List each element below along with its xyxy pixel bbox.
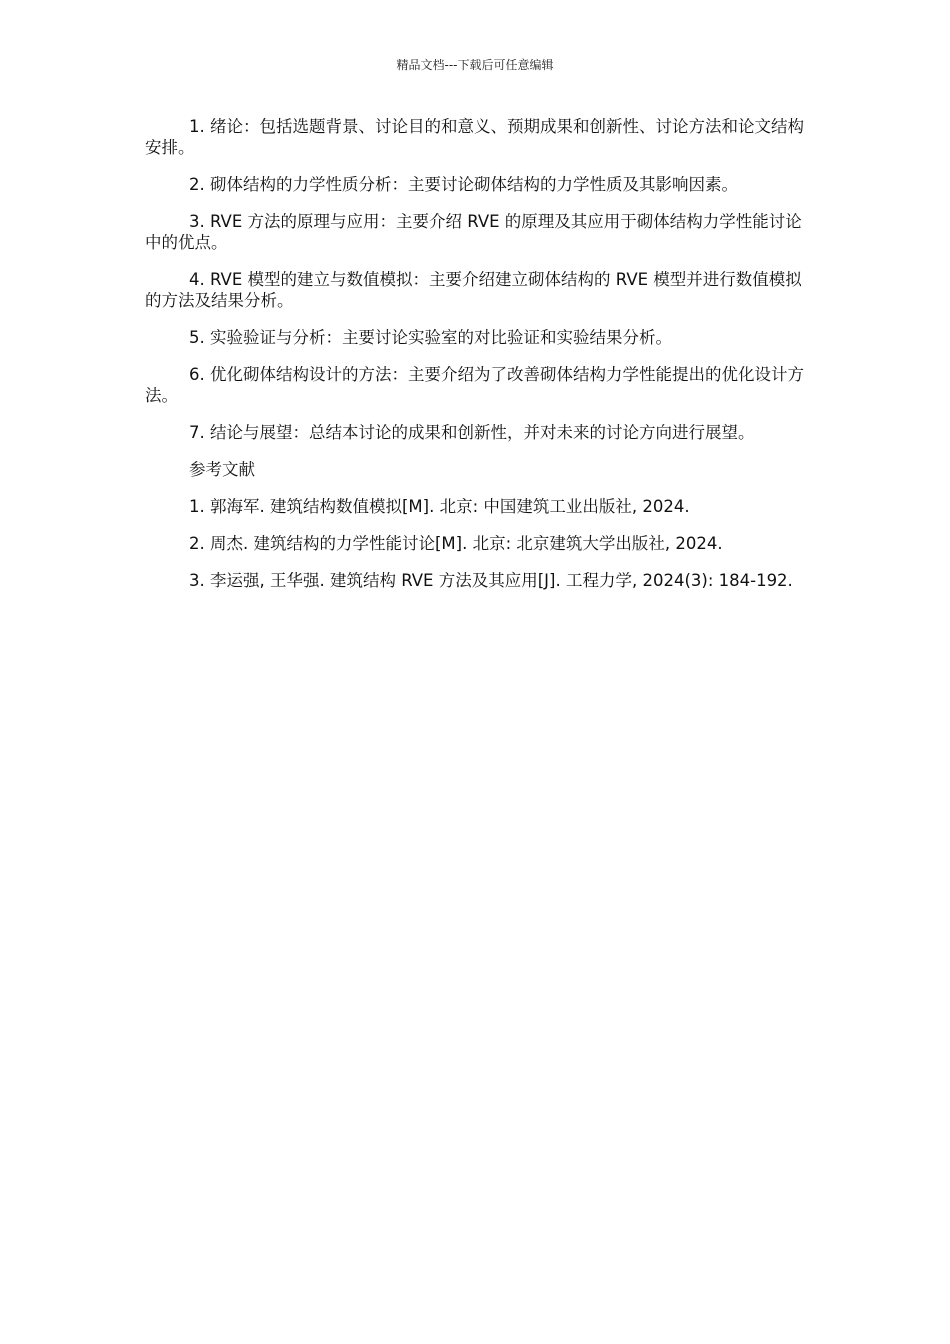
reference-item-2: 2. 周杰. 建筑结构的力学性能讨论[M]. 北京: 北京建筑大学出版社, 2024. [189,534,723,553]
outline-item-1: 1. 绪论：包括选题背景、讨论目的和意义、预期成果和创新性、讨论方法和论文结构安排。 [145,117,804,157]
reference-item-1: 1. 郭海军. 建筑结构数值模拟[M]. 北京: 中国建筑工业出版社, 2024. [189,497,690,516]
outline-item-3: 3. RVE 方法的原理与应用：主要介绍 RVE 的原理及其应用于砌体结构力学性能讨论中的优点。 [145,212,802,252]
outline-item-6: 6. 优化砌体结构设计的方法：主要介绍为了改善砌体结构力学性能提出的优化设计方法。 [145,365,804,405]
reference-item-3: 3. 李运强, 王华强. 建筑结构 RVE 方法及其应用[J]. 工程力学, 2024(3): 184-192. [189,571,793,590]
outline-item-5: 5. 实验验证与分析：主要讨论实验室的对比验证和实验结果分析。 [189,328,672,347]
references-heading: 参考文献 [189,460,255,479]
outline-item-4: 4. RVE 模型的建立与数值模拟：主要介绍建立砌体结构的 RVE 模型并进行数值模拟的方法及结果分析。 [145,270,802,310]
page-header: 精品文档---下载后可任意编辑 [396,58,554,72]
outline-item-2: 2. 砌体结构的力学性质分析：主要讨论砌体结构的力学性质及其影响因素。 [189,175,738,194]
outline-item-7: 7. 结论与展望：总结本讨论的成果和创新性，并对未来的讨论方向进行展望。 [189,423,755,442]
document-body [145,116,805,607]
